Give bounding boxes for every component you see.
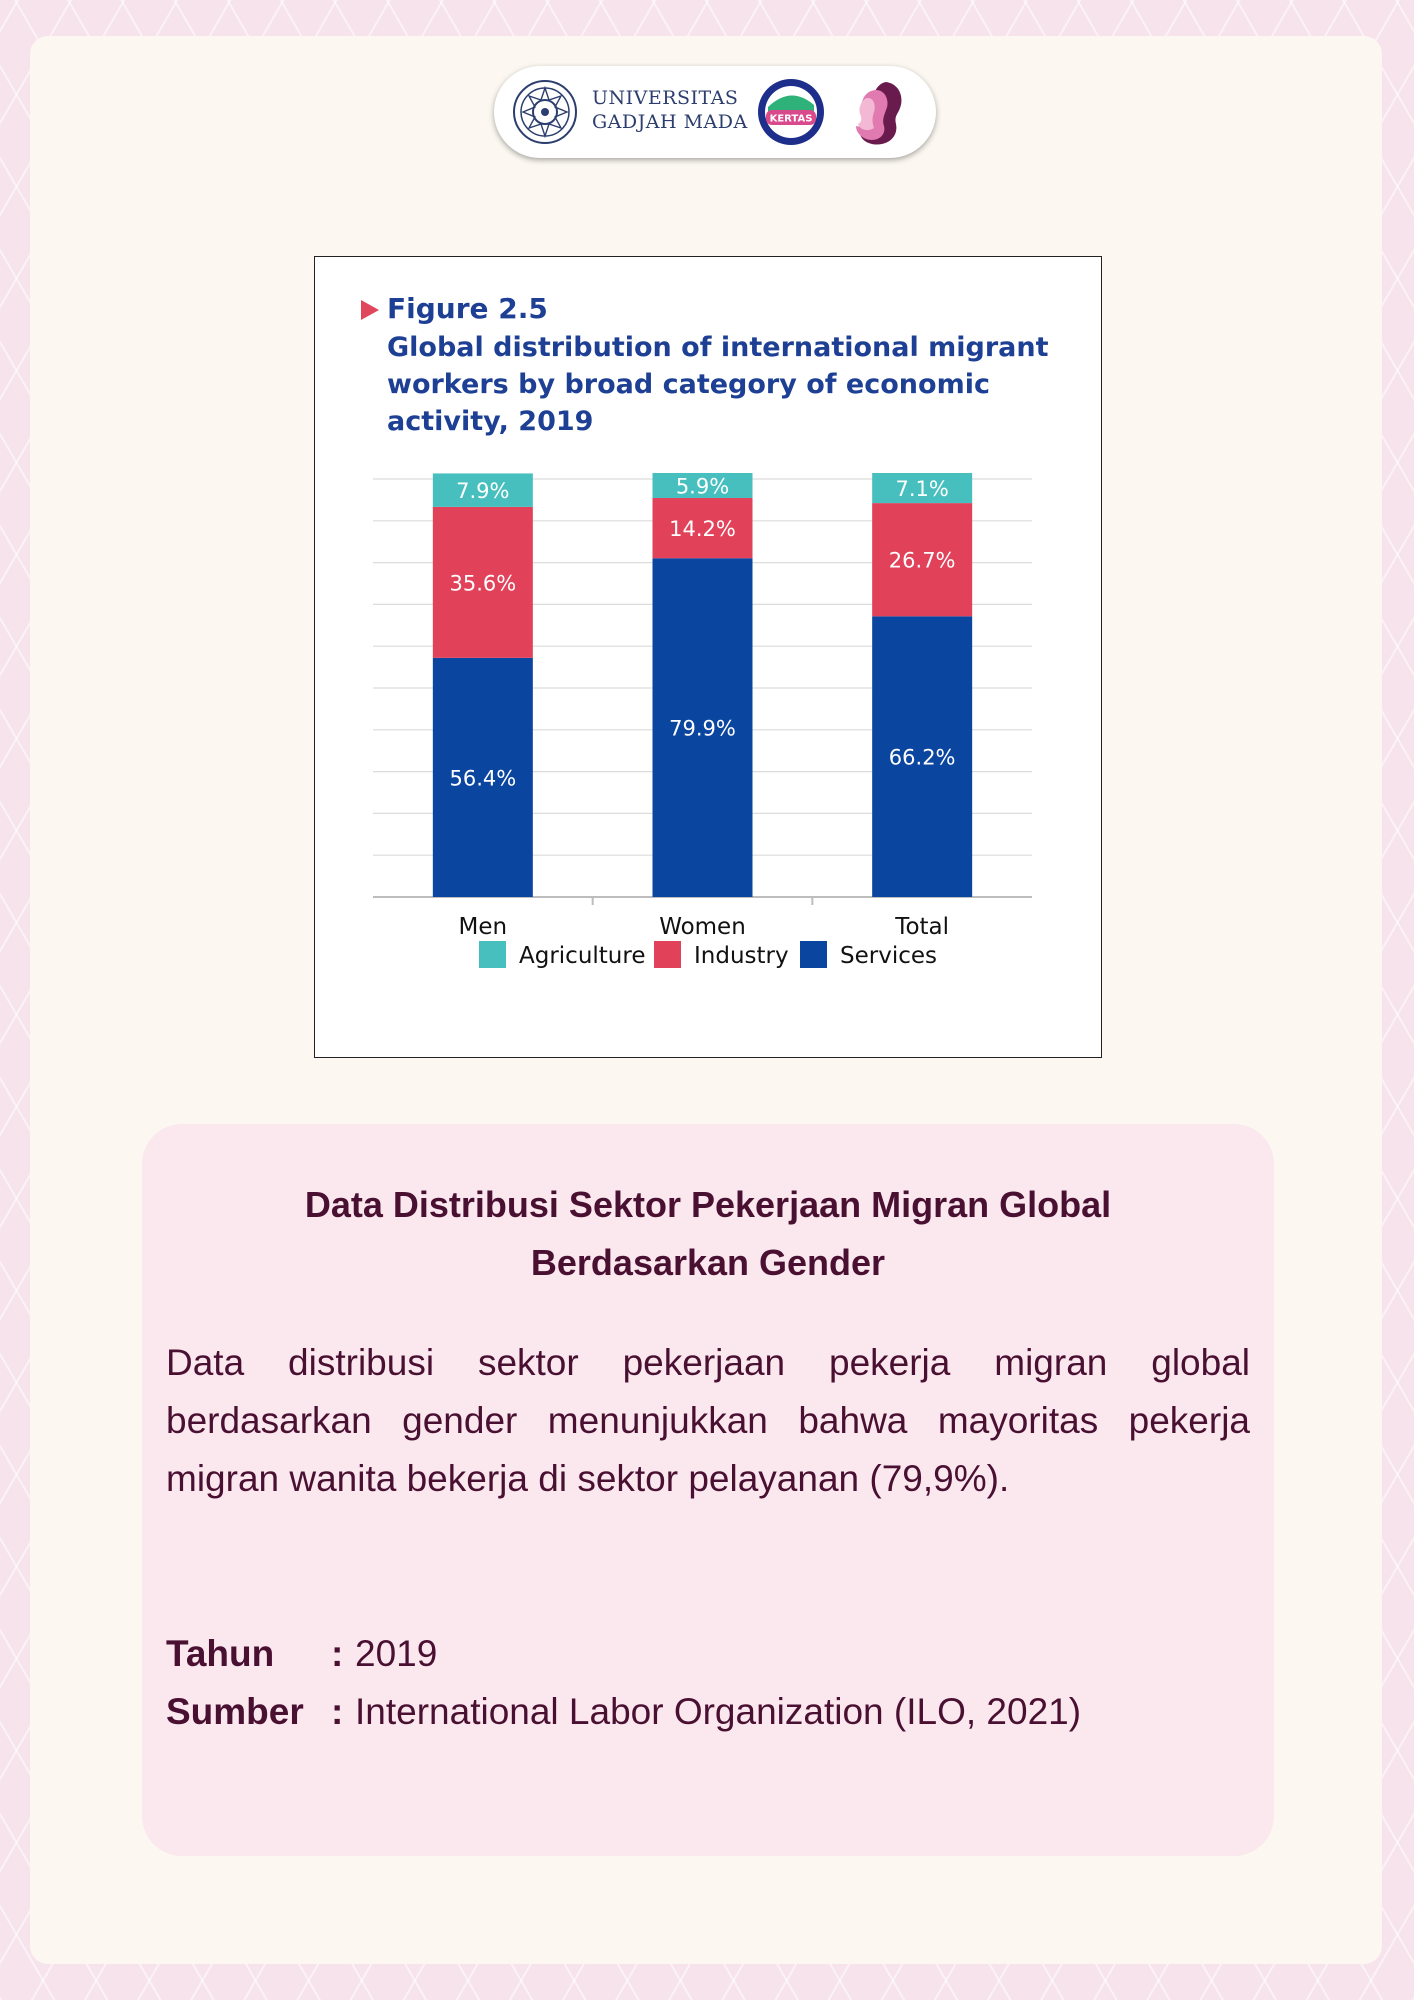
info-box xyxy=(142,1124,1274,1856)
data-label-services-total: 66.2% xyxy=(888,745,956,770)
data-label-services-men: 56.4% xyxy=(449,766,517,791)
university-line-2: GADJAH MADA xyxy=(592,111,748,133)
kertas-badge-text: KERTAS xyxy=(769,113,813,125)
stacked-bar-chart xyxy=(315,257,1101,1057)
legend-label-services: Services xyxy=(840,943,937,969)
year-label: Tahun xyxy=(166,1633,275,1674)
data-label-industry-total: 26.7% xyxy=(888,548,956,573)
figure-title-line-1: Global distribution of international migrant xyxy=(387,332,1049,363)
women-profile-icon xyxy=(842,76,914,148)
year-row xyxy=(166,1626,437,1682)
logo-header xyxy=(494,66,936,158)
info-heading-line-2: Berdasarkan Gender xyxy=(530,1242,886,1283)
data-label-agriculture-total: 7.1% xyxy=(895,477,949,502)
info-heading-line-1: Data Distribusi Sektor Pekerjaan Migran Global xyxy=(304,1184,1112,1225)
content-card xyxy=(30,36,1382,1964)
figure-number: Figure 2.5 xyxy=(387,292,548,325)
data-label-industry-men: 35.6% xyxy=(449,571,517,596)
legend-label-agriculture: Agriculture xyxy=(519,943,646,969)
source-value: International Labor Organization (ILO, 2021) xyxy=(355,1691,1082,1732)
x-tick-label: Women xyxy=(659,914,746,940)
ugm-seal-logo xyxy=(512,79,578,145)
figure-frame xyxy=(314,256,1102,1058)
university-name xyxy=(592,86,748,134)
source-row xyxy=(166,1684,1081,1740)
info-heading xyxy=(202,1176,1214,1292)
year-colon: : xyxy=(331,1633,344,1674)
data-label-agriculture-women: 5.9% xyxy=(675,474,730,499)
legend-swatch-services xyxy=(800,941,827,968)
x-tick-label: Total xyxy=(895,914,950,940)
source-colon: : xyxy=(331,1691,344,1732)
data-label-services-women: 79.9% xyxy=(669,716,736,741)
legend-swatch-industry xyxy=(654,941,681,968)
legend-label-industry: Industry xyxy=(694,943,789,969)
data-label-agriculture-men: 7.9% xyxy=(456,479,510,504)
figure-title-line-3: activity, 2019 xyxy=(387,406,594,437)
university-line-1: UNIVERSITAS xyxy=(592,87,739,109)
year-value: 2019 xyxy=(355,1633,438,1674)
x-tick-label: Men xyxy=(458,914,508,940)
source-label: Sumber xyxy=(166,1691,304,1732)
legend-swatch-agriculture xyxy=(479,941,506,968)
info-paragraph: Data distribusi sektor pekerjaan pekerja migran global berdasarkan gender menunjukkan bahwa mayoritas pekerja migran wanita bekerja di sektor pelayanan (79,9%). xyxy=(166,1342,1250,1499)
kertas-badge-logo xyxy=(756,77,826,147)
figure-title-line-2: workers by broad category of economic xyxy=(387,369,990,400)
data-label-industry-women: 14.2% xyxy=(669,517,736,542)
